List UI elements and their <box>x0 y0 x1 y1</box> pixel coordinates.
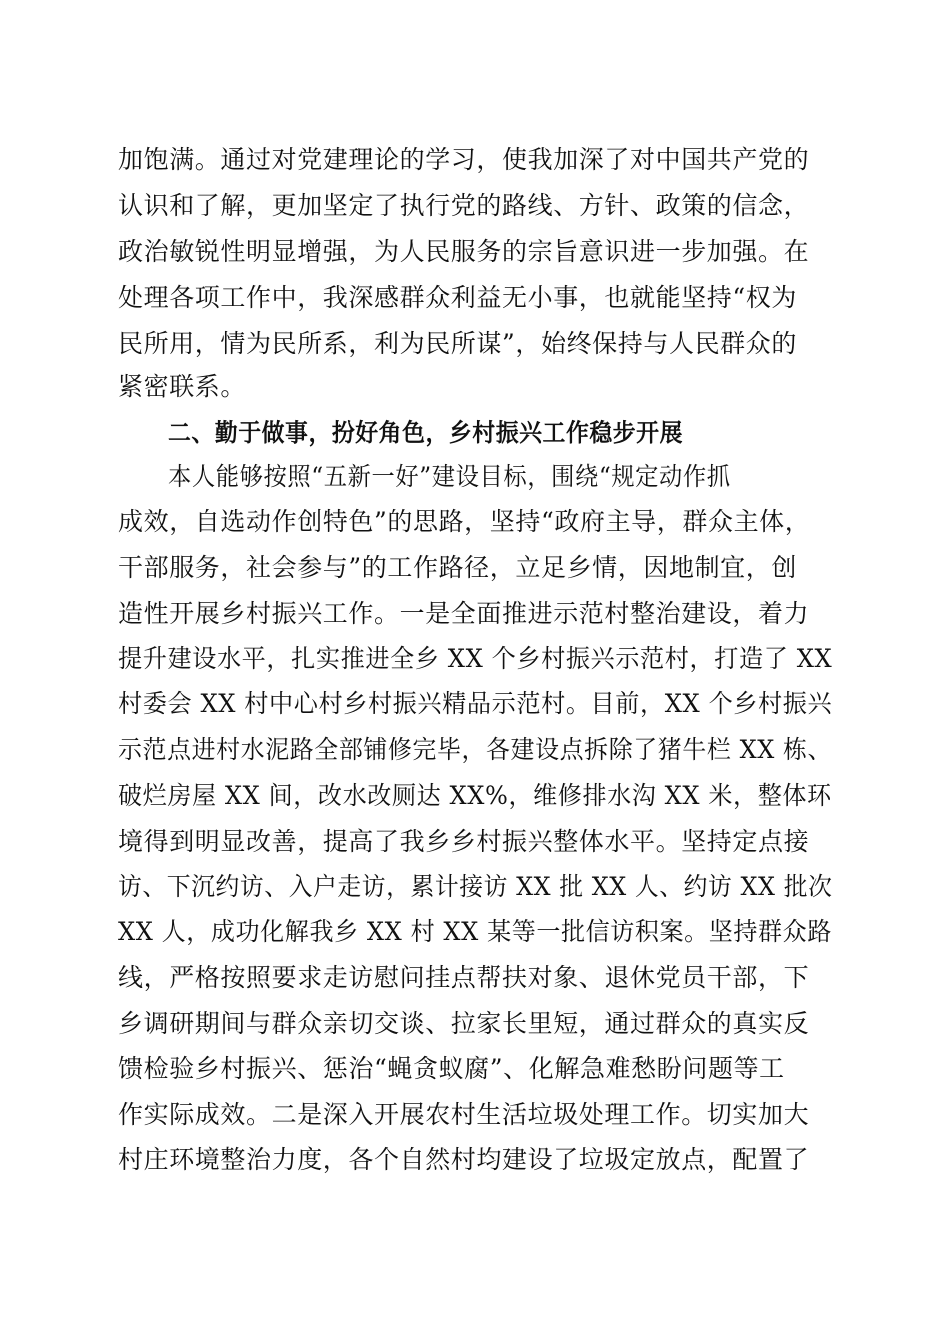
body-text-line: 示范点进村水泥路全部铺修完毕，各建设点拆除了猪牛栏 XX 栋、 <box>118 735 833 764</box>
body-text-line: 成效，自选动作创特色”的思路，坚持“政府主导，群众主体， <box>118 507 811 536</box>
body-text-line: 加饱满。通过对党建理论的学习，使我加深了对中国共产党的 <box>118 145 810 174</box>
body-text-line: 村庄环境整治力度，各个自然村均建设了垃圾定放点，配置了 <box>118 1145 810 1174</box>
body-text-line: 作实际成效。二是深入开展农村生活垃圾处理工作。切实加大 <box>118 1100 810 1129</box>
body-text-line: 处理各项工作中，我深感群众利益无小事，也就能坚持“权为 <box>118 283 797 312</box>
body-text-line: 访、下沉约访、入户走访，累计接访 XX 批 XX 人、约访 XX 批次 <box>118 872 833 901</box>
section-heading: 二、勤于做事，扮好角色，乡村振兴工作稳步开展 <box>168 418 683 447</box>
body-text-line: 民所用，情为民所系，利为民所谋”，始终保持与人民群众的 <box>118 329 797 358</box>
body-text-line: 线，严格按照要求走访慰问挂点帮扶对象、退休党员干部，下 <box>118 963 810 992</box>
paragraph-first-line: 本人能够按照“五新一好”建设目标，围绕“规定动作抓 <box>168 462 731 491</box>
body-text-line: 认识和了解，更加坚定了执行党的路线、方针、政策的信念， <box>118 191 810 220</box>
body-text-line: 紧密联系。 <box>118 372 247 401</box>
body-text-line: 馈检验乡村振兴、惩治“蝇贪蚁腐”、化解急难愁盼问题等工 <box>118 1054 785 1083</box>
body-text-line: 乡调研期间与群众亲切交谈、拉家长里短，通过群众的真实反 <box>118 1009 810 1038</box>
body-text-line: 破烂房屋 XX 间，改水改厕达 XX%，维修排水沟 XX 米，整体环 <box>118 781 832 810</box>
body-text-line: 造性开展乡村振兴工作。一是全面推进示范村整治建设，着力 <box>118 599 810 628</box>
body-text-line: 村委会 XX 村中心村乡村振兴精品示范村。目前，XX 个乡村振兴 <box>118 689 833 718</box>
body-text-line: 政治敏锐性明显增强，为人民服务的宗旨意识进一步加强。在 <box>118 237 810 266</box>
body-text-line: 干部服务，社会参与”的工作路径，立足乡情，因地制宜，创 <box>118 553 797 582</box>
body-text-line: 境得到明显改善，提高了我乡乡村振兴整体水平。坚持定点接 <box>118 827 810 856</box>
body-text-line: XX 人，成功化解我乡 XX 村 XX 某等一批信访积案。坚持群众路 <box>118 917 832 946</box>
body-text-line: 提升建设水平，扎实推进全乡 XX 个乡村振兴示范村，打造了 XX <box>118 644 833 673</box>
